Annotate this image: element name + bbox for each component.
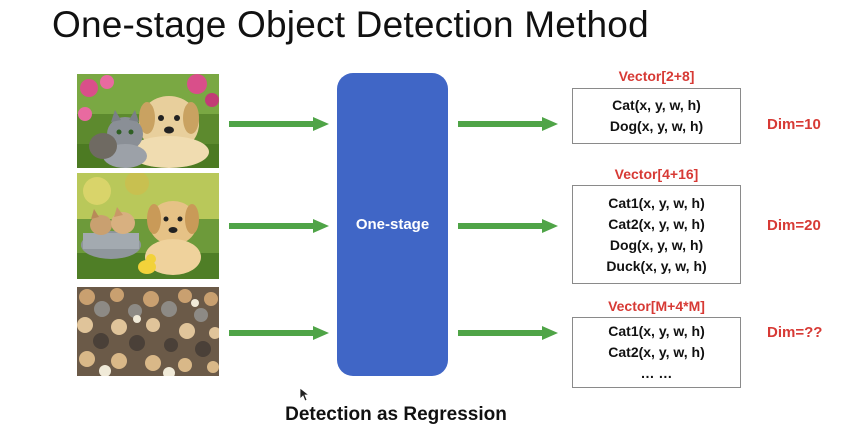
slide-title: One-stage Object Detection Method bbox=[52, 4, 649, 45]
output-entry: Dog(x, y, w, h) bbox=[609, 118, 704, 134]
output-entry: … … bbox=[640, 365, 673, 381]
output-vector-box-2 bbox=[572, 185, 741, 284]
dim-label-2: Dim=20 bbox=[767, 217, 821, 234]
dim-label-1: Dim=10 bbox=[767, 116, 821, 133]
input-arrow-1 bbox=[229, 117, 329, 136]
slide-caption: Detection as Regression bbox=[285, 404, 507, 425]
dim-label-3: Dim=?? bbox=[767, 324, 823, 341]
output-entry: Cat(x, y, w, h) bbox=[612, 97, 701, 113]
output-entry: Dog(x, y, w, h) bbox=[609, 236, 704, 253]
output-arrow-3 bbox=[458, 326, 558, 345]
output-vector-box-1 bbox=[572, 88, 741, 144]
vector-label-3: Vector[M+4*M] bbox=[608, 298, 705, 314]
output-entry: Cat1(x, y, w, h) bbox=[608, 194, 705, 211]
output-arrow-2 bbox=[458, 219, 558, 238]
vector-label-1: Vector[2+8] bbox=[618, 68, 695, 84]
one-stage-label: One-stage bbox=[355, 216, 430, 233]
input-arrow-3 bbox=[229, 326, 329, 345]
output-entry: Cat2(x, y, w, h) bbox=[608, 215, 705, 232]
puppy-and-kittens-photo bbox=[77, 74, 219, 168]
crowd-of-cats-photo bbox=[77, 287, 219, 376]
output-vector-box-3 bbox=[572, 317, 741, 388]
output-entry: Cat2(x, y, w, h) bbox=[608, 344, 705, 360]
vector-label-2: Vector[4+16] bbox=[614, 166, 699, 182]
input-arrow-2 bbox=[229, 219, 329, 238]
output-arrow-1 bbox=[458, 117, 558, 136]
one-stage-model-block bbox=[337, 73, 448, 376]
output-entry: Cat1(x, y, w, h) bbox=[608, 323, 705, 339]
mouse-pointer-icon bbox=[300, 388, 310, 407]
puppy-kittens-duckling-photo bbox=[77, 173, 219, 279]
output-entry: Duck(x, y, w, h) bbox=[606, 257, 707, 274]
